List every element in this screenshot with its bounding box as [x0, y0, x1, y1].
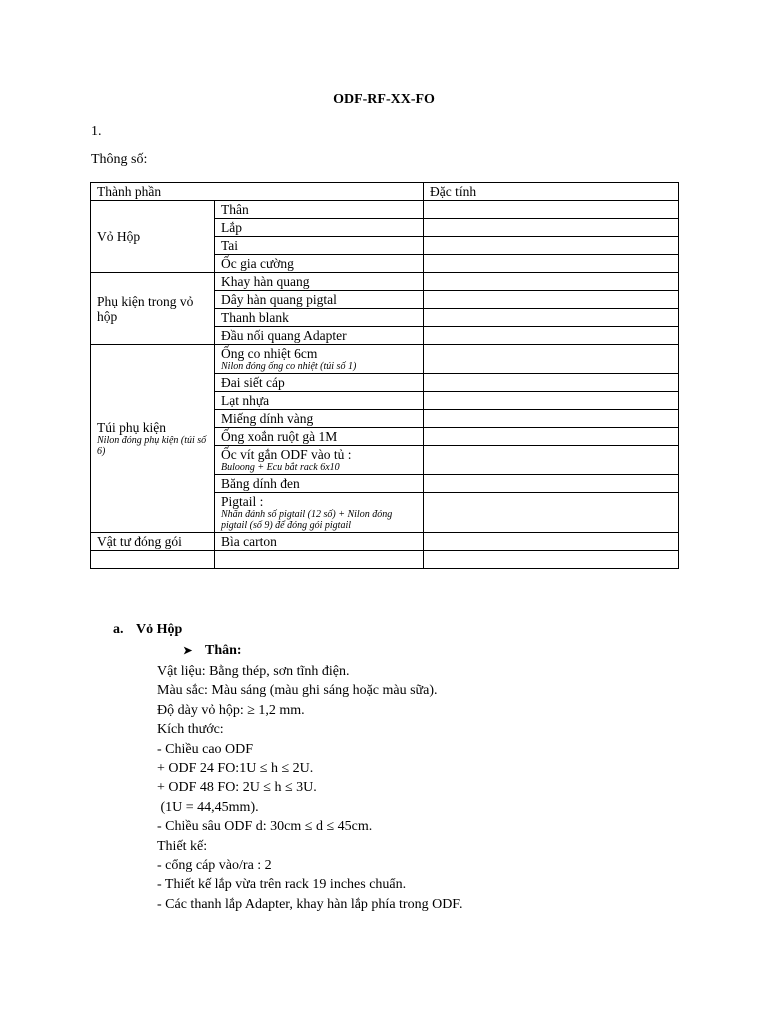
body-line: Độ dày vỏ hộp: ≥ 1,2 mm. [157, 702, 305, 718]
body-line: - Chiều sâu ODF d: 30cm ≤ d ≤ 45cm. [157, 819, 373, 835]
group-name-cell [91, 533, 215, 551]
specs-label: Thông số: [91, 152, 148, 167]
component-cell [215, 475, 424, 493]
component-note: Nilon đóng ống co nhiệt (túi số 1) [221, 361, 357, 372]
table-row [91, 345, 679, 374]
body-line: Kích thước: [157, 722, 224, 738]
component-cell [215, 410, 424, 428]
property-cell [424, 237, 679, 255]
spec-table [90, 182, 679, 569]
property-cell [424, 219, 679, 237]
component-note: Buloong + Ecu bắt rack 6x10 [221, 462, 340, 473]
page-title: ODF-RF-XX-FO [333, 92, 435, 107]
component-cell [215, 533, 424, 551]
section-a-heading [113, 622, 182, 638]
empty-cell [424, 551, 679, 569]
property-cell [424, 374, 679, 392]
table-row-empty [91, 551, 679, 569]
component-label: Ốc gia cường [221, 256, 294, 271]
property-cell [424, 446, 679, 475]
property-cell [424, 493, 679, 533]
component-label: Băng dính đen [221, 476, 300, 491]
component-label: Dây hàn quang pigtal [221, 292, 337, 307]
empty-cell [91, 551, 215, 569]
body-line: - cổng cáp vào/ra : 2 [157, 858, 272, 874]
empty-cell [215, 551, 424, 569]
component-label: Ống xoắn ruột gà 1M [221, 429, 338, 444]
property-cell [424, 475, 679, 493]
component-cell [215, 237, 424, 255]
table-row [91, 201, 679, 219]
subheading [183, 643, 242, 659]
component-label: Lắp [221, 220, 242, 235]
component-cell [215, 273, 424, 291]
component-label: Tai [221, 238, 239, 253]
component-cell [215, 291, 424, 309]
component-label: Đai siết cáp [221, 375, 285, 390]
component-label: Ốc vít gắn ODF vào tủ : [221, 447, 352, 462]
component-label: Khay hàn quang [221, 274, 310, 289]
subheading-text: Thân: [205, 643, 242, 658]
property-cell [424, 428, 679, 446]
property-cell [424, 273, 679, 291]
body-line: - Chiều cao ODF [157, 741, 254, 757]
property-cell [424, 345, 679, 374]
table-header-row [91, 183, 679, 201]
component-cell [215, 374, 424, 392]
component-label: Lạt nhựa [221, 393, 270, 408]
property-cell [424, 392, 679, 410]
group-name-cell [91, 273, 215, 345]
body-line: - Các thanh lắp Adapter, khay hàn lắp phía trong ODF. [157, 896, 463, 912]
header-component: Thành phần [91, 183, 424, 201]
component-label: Đầu nối quang Adapter [221, 328, 347, 343]
group-name: Phụ kiện trong vỏ hộp [97, 293, 194, 324]
body-line: Thiết kế: [157, 838, 208, 854]
group-name: Vật tư đóng gói [97, 534, 182, 549]
section-a-label: a. [113, 622, 124, 637]
property-cell [424, 201, 679, 219]
component-label: Pigtail : [221, 494, 264, 509]
component-cell [215, 428, 424, 446]
component-cell [215, 255, 424, 273]
component-label: Miếng dính vàng [221, 411, 314, 426]
component-label: Thanh blank [221, 310, 289, 325]
property-cell [424, 255, 679, 273]
section-number: 1. [91, 124, 102, 139]
body-line: (1U = 44,45mm). [157, 799, 259, 815]
property-cell [424, 291, 679, 309]
arrow-bullet-icon: ➤ [183, 645, 193, 657]
component-label: Ống co nhiệt 6cm [221, 346, 318, 361]
group-name-cell [91, 201, 215, 273]
property-cell [424, 533, 679, 551]
component-cell [215, 345, 424, 374]
header-property: Đặc tính [424, 183, 679, 201]
property-cell [424, 309, 679, 327]
component-cell [215, 309, 424, 327]
body-line: Màu sắc: Màu sáng (màu ghi sáng hoặc màu sữa). [157, 683, 438, 699]
table-row [91, 273, 679, 291]
component-cell [215, 201, 424, 219]
body-line: + ODF 48 FO: 2U ≤ h ≤ 3U. [157, 780, 317, 796]
group-name: Vỏ Hộp [97, 229, 141, 244]
component-label: Bìa carton [221, 534, 277, 549]
component-cell [215, 493, 424, 533]
component-cell [215, 446, 424, 475]
group-name-cell [91, 345, 215, 533]
body-lines [157, 662, 462, 914]
component-note: Nhãn đánh số pigtail (12 số) + Nilon đóng pigtail (số 9) để đóng gói pigtail [221, 509, 393, 531]
component-label: Thân [221, 202, 249, 217]
body-line: + ODF 24 FO:1U ≤ h ≤ 2U. [157, 761, 314, 777]
component-cell [215, 392, 424, 410]
property-cell [424, 327, 679, 345]
property-cell [424, 410, 679, 428]
group-name: Túi phụ kiện [97, 420, 166, 435]
body-line: Vật liệu: Bằng thép, sơn tĩnh điện. [157, 664, 350, 679]
section-a-title: Vỏ Hộp [136, 622, 183, 637]
component-cell [215, 219, 424, 237]
table-row [91, 533, 679, 551]
group-note: Nilon đóng phụ kiện (túi số 6) [97, 435, 207, 457]
body-line: - Thiết kế lắp vừa trên rack 19 inches chuẩn. [157, 877, 407, 893]
component-cell [215, 327, 424, 345]
